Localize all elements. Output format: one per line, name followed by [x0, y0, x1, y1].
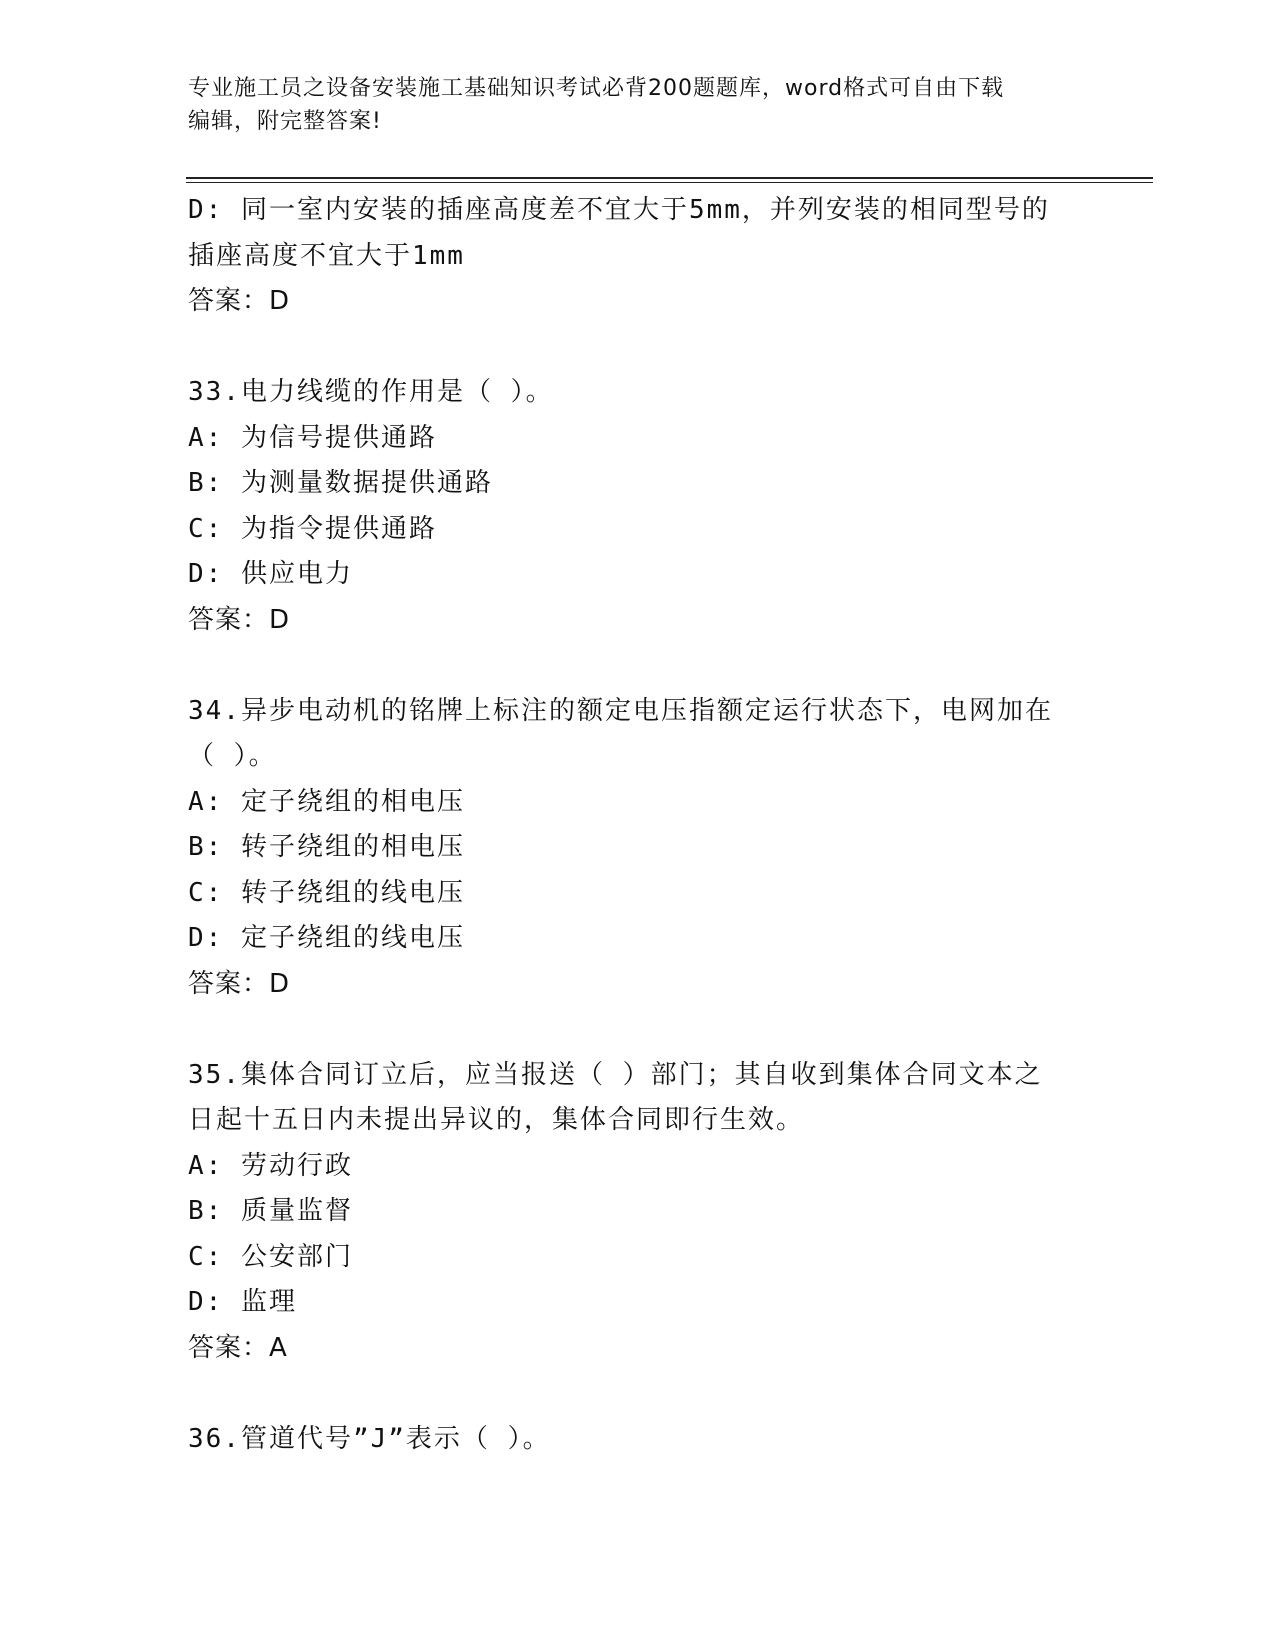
option-a: A: 定子绕组的相电压 [188, 786, 465, 817]
question-stem: 33.电力线缆的作用是（ ）。 [188, 377, 554, 407]
question-32-continuation [188, 188, 1068, 325]
question-stem-line-1: 34.异步电动机的铭牌上标注的额定电压指额定运行状态下，电网加在 [188, 695, 1053, 726]
option-c: C: 公安部门 [188, 1241, 353, 1272]
question-34 [188, 689, 1068, 1008]
answer: 答案：D [188, 286, 291, 316]
document-body [188, 188, 1068, 1462]
header-title-line-1: 专业施工员之设备安装施工基础知识考试必背200题题库，word格式可自由下载 [188, 76, 1005, 101]
header-rule-thick [186, 177, 1153, 179]
option-b: B: 质量监督 [188, 1196, 353, 1226]
spacer [188, 643, 1068, 689]
option-d: D: 定子绕组的线电压 [188, 923, 465, 953]
question-36 [188, 1417, 1068, 1463]
question-stem-line-2: （ ）。 [188, 741, 277, 771]
question-stem-line-1: 35.集体合同订立后，应当报送（ ）部门；其自收到集体合同文本之 [188, 1059, 1043, 1090]
answer: 答案：D [188, 604, 291, 635]
question-stem-line-2: 日起十五日内未提出异议的，集体合同即行生效。 [188, 1105, 805, 1135]
option-d: D: 监理 [188, 1287, 297, 1317]
question-stem: 36.管道代号”J”表示（ ）。 [188, 1423, 551, 1454]
option-a: A: 劳动行政 [188, 1150, 353, 1181]
option-b: B: 转子绕组的相电压 [188, 832, 465, 862]
option-d: D: 供应电力 [188, 559, 353, 589]
option-d-line-1: D: 同一室内安装的插座高度差不宜大于5mm，并列安装的相同型号的 [188, 195, 1050, 225]
option-c: C: 为指令提供通路 [188, 513, 437, 544]
spacer [188, 325, 1068, 371]
header-title-line-2: 编辑，附完整答案! [188, 109, 382, 134]
answer: 答案：A [188, 1332, 288, 1363]
option-d-line-2: 插座高度不宜大于1mm [188, 240, 465, 271]
answer: 答案：D [188, 968, 291, 999]
question-35 [188, 1053, 1068, 1372]
document-header [188, 72, 1068, 138]
header-rule-thin [186, 182, 1153, 183]
option-c: C: 转子绕组的线电压 [188, 877, 465, 908]
spacer [188, 1007, 1068, 1053]
question-33 [188, 370, 1068, 643]
spacer [188, 1371, 1068, 1417]
option-b: B: 为测量数据提供通路 [188, 468, 493, 498]
option-a: A: 为信号提供通路 [188, 422, 437, 453]
